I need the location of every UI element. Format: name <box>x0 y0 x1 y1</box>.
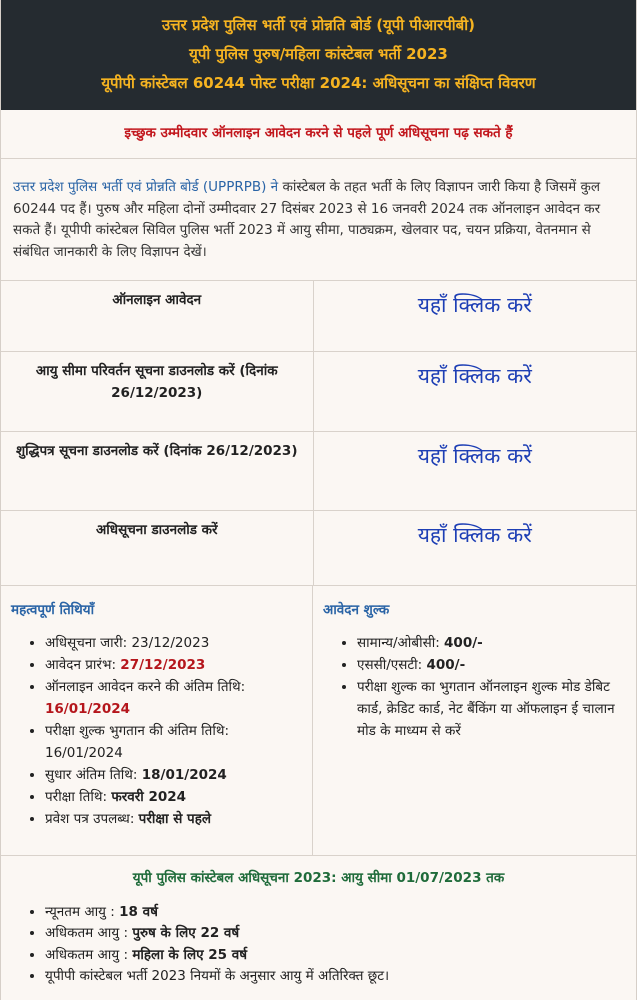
list-item <box>45 902 626 924</box>
list-item <box>45 654 302 676</box>
dates-list <box>11 632 302 830</box>
age-label: अधिकतम आयु : <box>45 946 133 963</box>
date-label: अधिसूचना जारी: <box>45 634 132 651</box>
table-row <box>1 281 636 351</box>
list-item <box>45 764 302 786</box>
important-dates <box>1 586 313 855</box>
list-item <box>45 786 302 808</box>
list-item <box>45 966 626 988</box>
link-label: शुद्धिपत्र सूचना डाउनलोड करें (दिनांक 26/12/2023) <box>1 431 313 510</box>
click-here-link-corrigendum[interactable]: यहाँ क्लिक करें <box>417 443 532 468</box>
date-value: 23/12/2023 <box>131 634 210 651</box>
age-value: महिला के लिए 25 वर्ष <box>132 946 248 963</box>
fee-label: सामान्य/ओबीसी: <box>357 634 445 651</box>
organization-link[interactable]: उत्तर प्रदेश पुलिस भर्ती एवं प्रोन्नति बोर्ड (UPPRPB) ने <box>13 179 279 195</box>
table-row <box>1 510 636 585</box>
age-value: 18 वर्ष <box>119 903 158 920</box>
table-row <box>1 431 636 510</box>
intro-text: कांस्टेबल के तहत भर्ती के लिए विज्ञापन जारी किया है जिसमें कुल 60244 पद हैं। पुरुष और महिला दोनों उम्मीदवार 27 दिसंबर 2023 से 16 जनवरी 2024 तक ऑनलाइन आवेदन कर सकते हैं। यूपीपी कांस्टेबल सिविल पुलिस भर्ती 2023 में आयु सीमा, पाठ्यक्रम, खेलवार पद, चयन प्रक्रिया, वेतनमान से संबंधित जानकारी के लिए विज्ञापन देखें। <box>13 179 601 260</box>
link-label: अधिसूचना डाउनलोड करें <box>1 510 313 585</box>
click-here-link-notification[interactable]: यहाँ क्लिक करें <box>417 522 532 547</box>
date-label: प्रवेश पत्र उपलब्ध: <box>45 810 139 827</box>
dates-and-fees <box>1 586 636 856</box>
list-item <box>45 923 626 945</box>
age-limit-section <box>1 856 636 988</box>
important-dates-title: महत्वपूर्ण तिथियाँ <box>11 601 95 618</box>
application-fee <box>313 586 636 855</box>
date-label: परीक्षा तिथि: <box>45 788 112 805</box>
date-value: 16/01/2024 <box>45 744 123 761</box>
page-header <box>1 0 636 110</box>
header-line-3: यूपीपी कांस्टेबल 60244 पोस्ट परीक्षा 2024: अधिसूचना का संक्षिप्त विवरण <box>101 74 536 92</box>
link-label: आयु सीमा परिवर्तन सूचना डाउनलोड करें (दिनांक 26/12/2023) <box>1 351 313 431</box>
date-value: 18/01/2024 <box>141 766 227 783</box>
list-item <box>45 945 626 967</box>
age-list <box>11 902 626 988</box>
list-item <box>357 676 626 742</box>
links-table <box>1 281 636 586</box>
list-item <box>45 676 302 720</box>
link-label: ऑनलाइन आवेदन <box>1 281 313 351</box>
list-item <box>45 808 302 830</box>
application-fee-title: आवेदन शुल्क <box>323 601 390 618</box>
list-item <box>357 654 626 676</box>
list-item <box>45 632 302 654</box>
date-value: 16/01/2024 <box>45 700 131 717</box>
date-label: सुधार अंतिम तिथि: <box>45 766 142 783</box>
date-value: 27/12/2023 <box>120 656 206 673</box>
date-label: आवेदन प्रारंभ: <box>45 656 121 673</box>
header-line-1: उत्तर प्रदेश पुलिस भर्ती एवं प्रोन्नति बोर्ड (यूपी पीआरपीबी) <box>162 16 475 34</box>
age-label: अधिकतम आयु : <box>45 925 133 941</box>
list-item <box>357 632 626 654</box>
age-limit-title: यूपी पुलिस कांस्टेबल अधिसूचना 2023: आयु सीमा 01/07/2023 तक <box>132 869 505 886</box>
fee-value: 400/- <box>444 634 483 651</box>
fee-label: एससी/एसटी: <box>357 656 427 673</box>
list-item <box>45 720 302 764</box>
age-label: न्यूनतम आयु : <box>45 903 120 920</box>
date-label: ऑनलाइन आवेदन करने की अंतिम तिथि: <box>45 678 246 695</box>
fee-value: 400/- <box>426 656 466 673</box>
header-line-2: यूपी पुलिस पुरुष/महिला कांस्टेबल भर्ती 2023 <box>189 45 448 63</box>
notice-banner: इच्छुक उम्मीदवार ऑनलाइन आवेदन करने से पहले पूर्ण अधिसूचना पढ़ सकते हैं <box>1 110 636 159</box>
age-value: पुरुष के लिए 22 वर्ष <box>132 925 240 941</box>
age-label: यूपीपी कांस्टेबल भर्ती 2023 नियमों के अनुसार आयु में अतिरिक्त छूट। <box>45 968 390 984</box>
date-value: फरवरी 2024 <box>111 788 187 805</box>
table-row <box>1 351 636 431</box>
intro-paragraph <box>1 159 636 281</box>
click-here-link-age-limit-notice[interactable]: यहाँ क्लिक करें <box>417 363 532 388</box>
fees-list <box>323 632 626 742</box>
date-label: परीक्षा शुल्क भुगतान की अंतिम तिथि: <box>45 722 230 739</box>
click-here-link-apply-online[interactable]: यहाँ क्लिक करें <box>417 293 532 317</box>
date-value: परीक्षा से पहले <box>138 810 212 827</box>
fee-label: परीक्षा शुल्क का भुगतान ऑनलाइन शुल्क मोड डेबिट कार्ड, क्रेडिट कार्ड, नेट बैंकिंग या ऑफलाइन ई चालान मोड के माध्यम से करें <box>357 678 615 739</box>
